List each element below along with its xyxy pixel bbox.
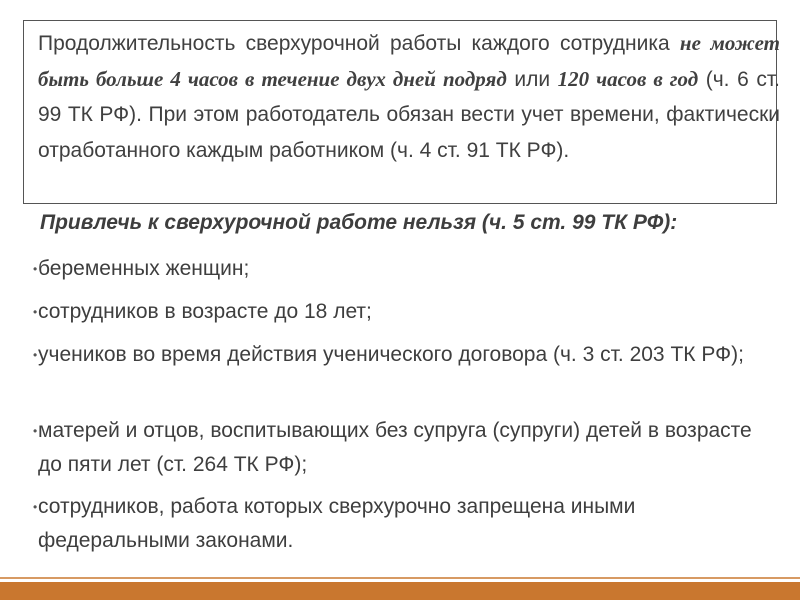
- bullet-icon: •: [33, 348, 38, 362]
- list-item-text: матерей и отцов, воспитывающих без супруга (супруги) детей в возрасте до пяти лет (ст. 264 ТК РФ);: [38, 419, 752, 476]
- list-item: [33, 252, 776, 286]
- footer-divider: [0, 577, 800, 579]
- restrictions-heading: Привлечь к сверхурочной работе нельзя (ч. 5 ст. 99 ТК РФ):: [40, 211, 678, 234]
- info-box-emphasis-2: 120 часов в год: [557, 66, 699, 91]
- list-item-text: сотрудников в возрасте до 18 лет;: [38, 300, 372, 323]
- list-item-text: учеников во время действия ученического договора (ч. 3 ст. 203 ТК РФ);: [38, 343, 744, 366]
- info-box-emphasis-1: не может быть больше 4 часов в течение двух дней подряд: [38, 31, 780, 91]
- list-item: [33, 490, 776, 558]
- bullet-icon: •: [33, 424, 38, 438]
- list-item: [33, 338, 776, 372]
- list-item: [33, 414, 776, 482]
- info-box-or: или: [514, 67, 551, 91]
- bullet-icon: •: [33, 305, 38, 319]
- footer-accent-bar: [0, 582, 800, 600]
- list-item: [33, 295, 776, 329]
- info-box-rest: (ч. 6 ст. 99 ТК РФ). При этом работодатель обязан вести учет времени, фактически отработанного каждым работником (ч. 4 ст. 91 ТК РФ).: [38, 67, 780, 162]
- bullet-icon: •: [33, 262, 38, 276]
- info-box-text: [38, 26, 780, 168]
- list-item-text: сотрудников, работа которых сверхурочно запрещена иными федеральными законами.: [38, 495, 636, 552]
- bullet-icon: •: [33, 500, 38, 514]
- list-item-text: беременных женщин;: [38, 257, 250, 280]
- info-box-line-1: Продолжительность сверхурочной работы каждого сотрудника: [38, 32, 670, 55]
